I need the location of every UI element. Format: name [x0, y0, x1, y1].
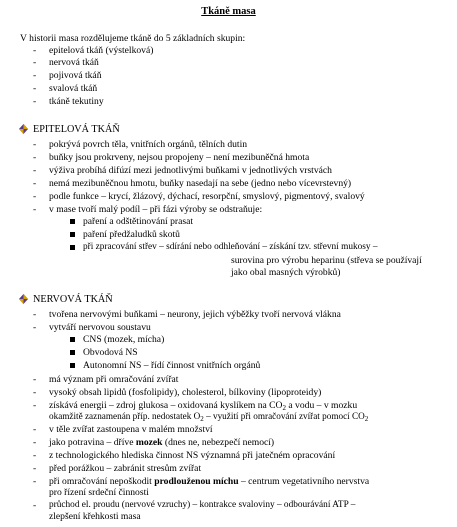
food-text-bold: mozek [135, 437, 163, 448]
nerv-item-spinal [49, 476, 369, 487]
square-bullet-icon [70, 350, 75, 355]
list-dash: - [33, 139, 37, 150]
nerv-item-flow-cont: zlepšení křehkosti masa [49, 511, 141, 522]
epitel-subitem: při zpracování střev – sdírání nebo odhleňování – získání tzv. střevní mukosy – [83, 242, 378, 252]
list-dash: - [33, 450, 37, 461]
square-bullet-icon [70, 219, 75, 224]
square-bullet-icon [70, 337, 75, 342]
epitel-subitem: paření a odštětinování prasat [83, 216, 194, 227]
energy2-text-b: – využití při omračování zvířat pomocí CO [203, 411, 365, 421]
nerv-item: v těle zvířat zastoupena v malém množství [49, 424, 213, 435]
nerv-item: vytváří nervovou soustavu [49, 322, 151, 333]
group-item: epitelová tkáň (výstelková) [49, 45, 154, 56]
list-dash: - [33, 387, 37, 398]
epitel-item: výživa probíhá difúzí mezi jednotlivými buňkami v jednotlivých vrstvách [49, 165, 332, 176]
nerv-item-flow: průchod el. proudu (nervové vzruchy) – kontrakce svaloviny – odbourávání ATP – [49, 500, 356, 510]
epitel-subitem: paření předžaludků skotů [83, 229, 180, 240]
energy-subscript: 2 [282, 404, 286, 412]
nerv-subitem: Autonomní NS – řídí činnost vnitřních orgánů [83, 360, 261, 371]
list-dash: - [33, 96, 37, 107]
section-heading-epitel: EPITELOVÁ TKÁŇ [33, 124, 120, 135]
group-item: tkáně tekutiny [49, 96, 104, 107]
nerv-item: má význam při omračování zvířat [49, 374, 179, 385]
square-bullet-icon [70, 245, 75, 250]
list-dash: - [33, 83, 37, 94]
list-dash: - [33, 165, 37, 176]
list-dash: - [33, 500, 37, 511]
nerv-item-spinal-cont: pro řízení srdeční činnosti [49, 487, 149, 498]
energy-text-a: získává energii – zdroj glukosa – oxidovaná kyslíkem na CO [49, 400, 283, 411]
group-item: svalová tkáň [49, 83, 98, 94]
list-dash: - [33, 424, 37, 435]
list-dash: - [33, 400, 37, 411]
list-dash: - [33, 476, 37, 487]
epitel-item: nemá mezibuněčnou hmotu, buňky nasedají na sebe (jedno nebo vícevrstevný) [49, 178, 352, 189]
energy-text-b: a vodu – v mozku [286, 400, 358, 411]
energy2-subscript-co2: 2 [364, 415, 369, 423]
square-bullet-icon [70, 363, 75, 368]
diamond-bullet-icon [19, 294, 28, 304]
page-title: Tkáně masa [201, 6, 256, 17]
list-dash: - [33, 191, 37, 202]
list-dash: - [33, 204, 37, 215]
nerv-item: vysoký obsah lipidů (fosfolipidy), cholesterol, bílkoviny (lipoproteidy) [49, 387, 322, 398]
nerv-item-energy [49, 400, 357, 411]
epitel-item: v mase tvoří malý podíl – při fázi výroby se odstraňuje: [49, 204, 263, 215]
nerv-item: před porážkou – zabránit stresům zvířat [49, 463, 202, 474]
list-dash: - [33, 70, 37, 81]
energy2-subscript: 2 [200, 415, 204, 423]
group-item: nervová tkáň [49, 57, 99, 68]
list-dash: - [33, 437, 37, 448]
epitel-item: podle funkce – krycí, žlázový, dýchací, resorpční, smyslový, pigmentový, svalový [49, 191, 365, 202]
list-dash: - [33, 178, 37, 189]
list-dash: - [33, 374, 37, 385]
intro-text: V historii masa rozdělujeme tkáně do 5 základních skupin: [20, 33, 246, 44]
spinal-text-c: – centrum vegetativního nervstva [238, 476, 370, 487]
epitel-item: buňky jsou prokrveny, nejsou propojeny – není mezibuněčná hmota [49, 152, 310, 163]
list-dash: - [33, 45, 37, 56]
food-text-c: (dnes ne, nebezpečí nemocí) [162, 437, 275, 448]
energy2-text-a: okamžitě zaznamenán příp. nedostatek O [49, 411, 201, 421]
nerv-item: tvořena nervovými buňkami – neurony, jejich výběžky tvoří nervová vlákna [49, 309, 341, 320]
epitel-item: pokrývá povrch těla, vnitřních orgánů, tělních dutin [49, 139, 248, 150]
nerv-subitem: Obvodová NS [83, 347, 138, 358]
diamond-bullet-icon [19, 124, 28, 134]
epitel-subitem-continuation: surovina pro výrobu heparinu (střeva se používají [231, 255, 422, 266]
nerv-item-food [49, 437, 274, 448]
nerv-subitem: CNS (mozek, mícha) [83, 334, 165, 345]
food-text-a: jako potravina – dříve [49, 437, 136, 448]
square-bullet-icon [70, 232, 75, 237]
epitel-subitem-continuation: jako obal masných výrobků) [231, 267, 341, 278]
section-heading-nerv: NERVOVÁ TKÁŇ [33, 294, 113, 305]
nerv-item: z technologického hlediska činnost NS významná při jatečném opracování [49, 450, 336, 461]
nerv-item-energy-cont [49, 411, 368, 422]
list-dash: - [33, 322, 37, 333]
spinal-text-bold: prodlouženou míchu [154, 476, 239, 487]
list-dash: - [33, 152, 37, 163]
spinal-text-a: při omračování nepoškodit [49, 476, 155, 487]
list-dash: - [33, 463, 37, 474]
list-dash: - [33, 309, 37, 320]
group-item: pojivová tkáň [49, 70, 102, 81]
list-dash: - [33, 57, 37, 68]
